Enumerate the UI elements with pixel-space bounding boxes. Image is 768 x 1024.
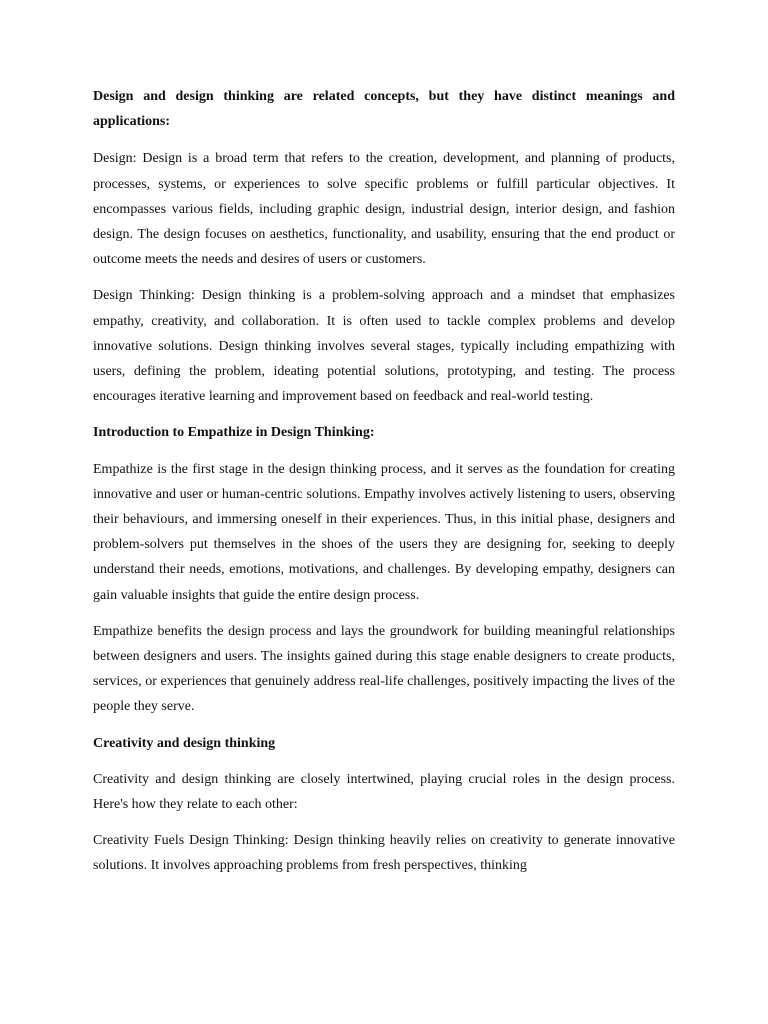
heading-design-vs-design-thinking: Design and design thinking are related concepts, but they have distinct meanings and applications: [93,89,675,130]
paragraph-design: Design: Design is a broad term that refers to the creation, development, and planning of products, processes, systems, or experiences to solve specific problems or fulfill particular objectives. It encompasses various fields, including graphic design, industrial design, interior design, and fashion design. The design focuses on aesthetics, functionality, and usability, ensuring that the end product or outcome meets the needs and desires of users or customers. [93,151,675,268]
paragraph-creativity-1: Creativity and design thinking are closely intertwined, playing crucial roles in the design process. Here's how they relate to each other: [93,771,675,813]
heading-empathize: Introduction to Empathize in Design Thinking: [93,425,375,441]
paragraph-design-thinking: Design Thinking: Design thinking is a problem-solving approach and a mindset that emphasizes empathy, creativity, and collaboration. It is often used to tackle complex problems and develop innovative solutions. Design thinking involves several stages, typically including empathizing with users, defining the problem, ideating potential solutions, prototyping, and testing. The process encourages iterative learning and improvement based on feedback and real-world testing. [93,288,675,405]
paragraph-creativity-2: Creativity Fuels Design Thinking: Design thinking heavily relies on creativity to generate innovative solutions. It involves approaching problems from fresh perspectives, thinking [93,833,675,874]
paragraph-empathize-1: Empathize is the first stage in the design thinking process, and it serves as the foundation for creating innovative and user or human-centric solutions. Empathy involves actively listening to users, observing their behaviours, and immersing oneself in their experiences. Thus, in this initial phase, designers and problem-solvers put themselves in the shoes of the users they are designing for, seeking to deeply understand their needs, emotions, motivations, and challenges. By developing empathy, designers can gain valuable insights that guide the entire design process. [93,461,675,603]
heading-creativity: Creativity and design thinking [93,735,276,751]
paragraph-empathize-2: Empathize benefits the design process and lays the groundwork for building meaningful relationships between designers and users. The insights gained during this stage enable designers to create products, services, or experiences that genuinely address real-life challenges, positively impacting the lives of the people they serve. [93,623,675,715]
